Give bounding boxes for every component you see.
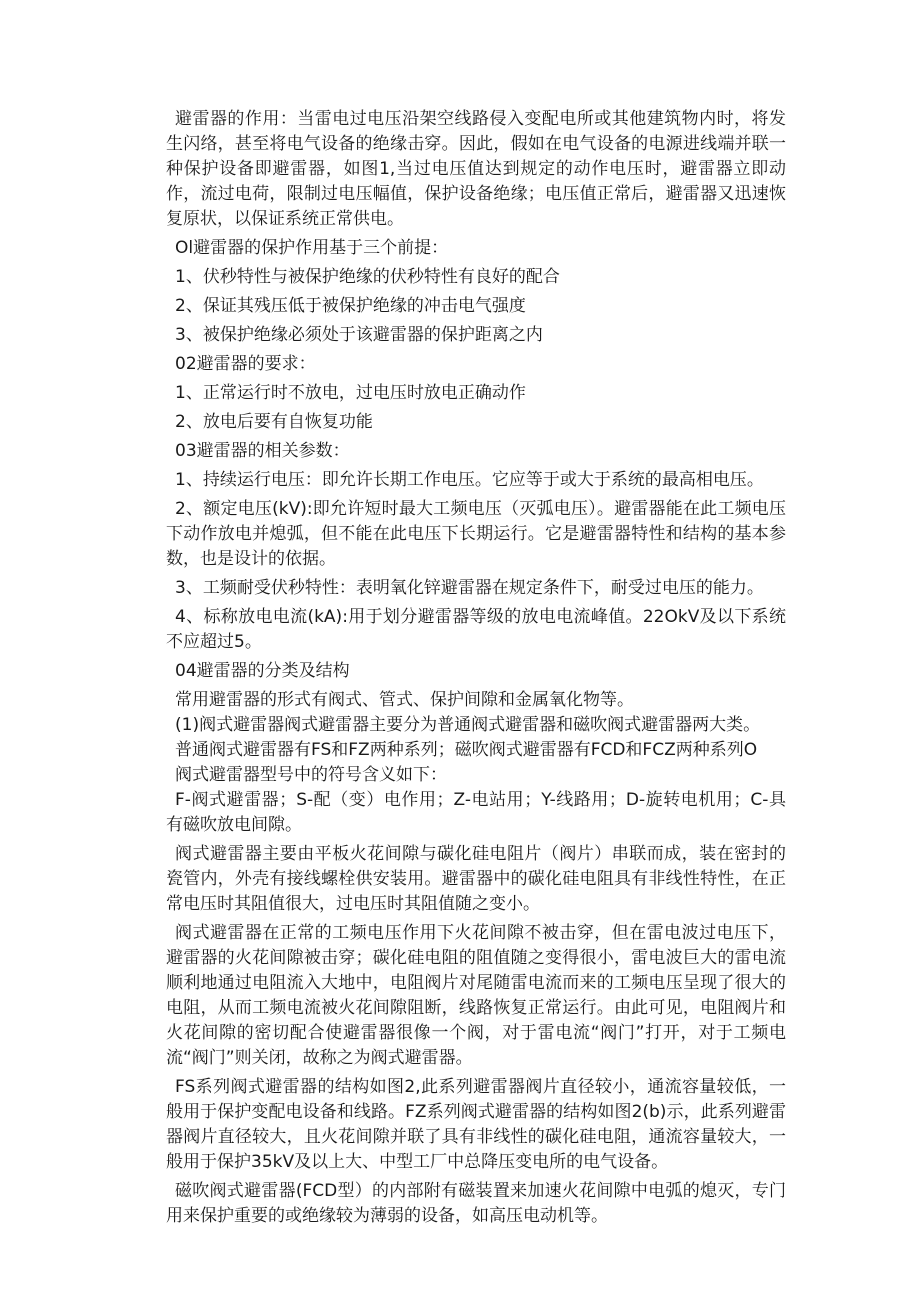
list-item-parameter-2: 2、额定电压(kV):即允许短时最大工频电压（灭弧电压）。避雷器能在此工频电压下动作放电并熄弧，但不能在此电压下长期运行。它是避雷器特性和结构的基本参数，也是设计的依据。 bbox=[166, 499, 786, 569]
paragraph-valve-operation: 阀式避雷器在正常的工频电压作用下火花间隙不被击穿，但在雷电波过电压下，避雷器的火花间隙被击穿；碳化硅电阻的阻值随之变得很小，雷电波巨大的雷电流顺利地通过电阻流入大地中，电阻阀片对尾随雷电流而来的工频电压呈现了很大的电阻，从而工频电流被火花间隙阻断，线路恢复正常运行。由此可见，电阻阀片和火花间隙的密切配合使避雷器很像一个阀，对于雷电流“阀门”打开，对于工频电流“阀门”则关闭，故称之为阀式避雷器。 bbox=[166, 923, 786, 1068]
heading-classification: 04避雷器的分类及结构 bbox=[175, 661, 350, 681]
heading-parameters: 03避雷器的相关参数： bbox=[175, 441, 350, 461]
list-item-parameter-4: 4、标称放电电流(kA):用于划分避雷器等级的放电电流峰值。22OkV及以下系统不应超过5。 bbox=[166, 607, 786, 652]
heading-requirements: 02避雷器的要求： bbox=[175, 354, 316, 374]
paragraph-model-symbols: 阀式避雷器型号中的符号含义如下： bbox=[175, 765, 447, 785]
list-item-requirement-1: 1、正常运行时不放电，过电压时放电正确动作 bbox=[175, 383, 526, 403]
heading-protection-premises: Ol避雷器的保护作用基于三个前提： bbox=[175, 238, 449, 258]
list-item-premise-2: 2、保证其残压低于被保护绝缘的冲击电气强度 bbox=[175, 296, 526, 316]
paragraph-arrester-function: 避雷器的作用：当雷电过电压沿架空线路侵入变配电所或其他建筑物内时，将发生闪络，甚至将电气设备的绝缘击穿。因此，假如在电气设备的电源进线端并联一种保护设备即避雷器，如图1,当过电压值达到规定的动作电压时，避雷器立即动作，流过电荷，限制过电压幅值，保护设备绝缘；电压值正常后，避雷器又迅速恢复原状，以保证系统正常供电。 bbox=[166, 109, 786, 229]
paragraph-series: 普通阀式避雷器有FS和FZ两种系列；磁吹阀式避雷器有FCD和FCZ两种系列O bbox=[175, 740, 758, 760]
document-body bbox=[166, 107, 786, 1229]
paragraph-fs-fz-series: FS系列阀式避雷器的结构如图2,此系列避雷器阀片直径较小，通流容量较低，一般用于保护变配电设备和线路。FZ系列阀式避雷器的结构如图2(b)示，此系列避雷器阀片直径较大，且火花间隙并联了具有非线性的碳化硅电阻，通流容量较大，一般用于保护35kV及以上大、中型工厂中总降压变电所的电气设备。 bbox=[166, 1077, 786, 1172]
list-item-requirement-2: 2、放电后要有自恢复功能 bbox=[175, 412, 373, 432]
list-item-premise-1: 1、伏秒特性与被保护绝缘的伏秒特性有良好的配合 bbox=[175, 267, 560, 287]
list-item-parameter-1: 1、持续运行电压：即允许长期工作电压。它应等于或大于系统的最高相电压。 bbox=[175, 470, 764, 490]
paragraph-magnetic-blow: 磁吹阀式避雷器(FCD型）的内部附有磁装置来加速火花间隙中电弧的熄灭，专门用来保护重要的或绝缘较为薄弱的设备，如高压电动机等。 bbox=[166, 1181, 786, 1226]
paragraph-common-types: 常用避雷器的形式有阀式、管式、保护间隙和金属氧化物等。 bbox=[175, 690, 634, 710]
list-item-premise-3: 3、被保护绝缘必须处于该避雷器的保护距离之内 bbox=[175, 325, 543, 345]
paragraph-valve-type: (1)阀式避雷器阀式避雷器主要分为普通阀式避雷器和磁吹阀式避雷器两大类。 bbox=[175, 715, 761, 735]
list-item-parameter-3: 3、工频耐受伏秒特性：表明氧化锌避雷器在规定条件下，耐受过电压的能力。 bbox=[175, 578, 764, 598]
paragraph-symbol-meanings: F-阀式避雷器；S-配（变）电作用；Z-电站用；Y-线路用；D-旋转电机用；C-具有磁吹放电间隙。 bbox=[166, 790, 786, 835]
paragraph-valve-structure: 阀式避雷器主要由平板火花间隙与碳化硅电阻片（阀片）串联而成，装在密封的瓷管内，外壳有接线螺栓供安装用。避雷器中的碳化硅电阻具有非线性特性，在正常电压时其阻值很大，过电压时其阻值随之变小。 bbox=[166, 844, 786, 914]
